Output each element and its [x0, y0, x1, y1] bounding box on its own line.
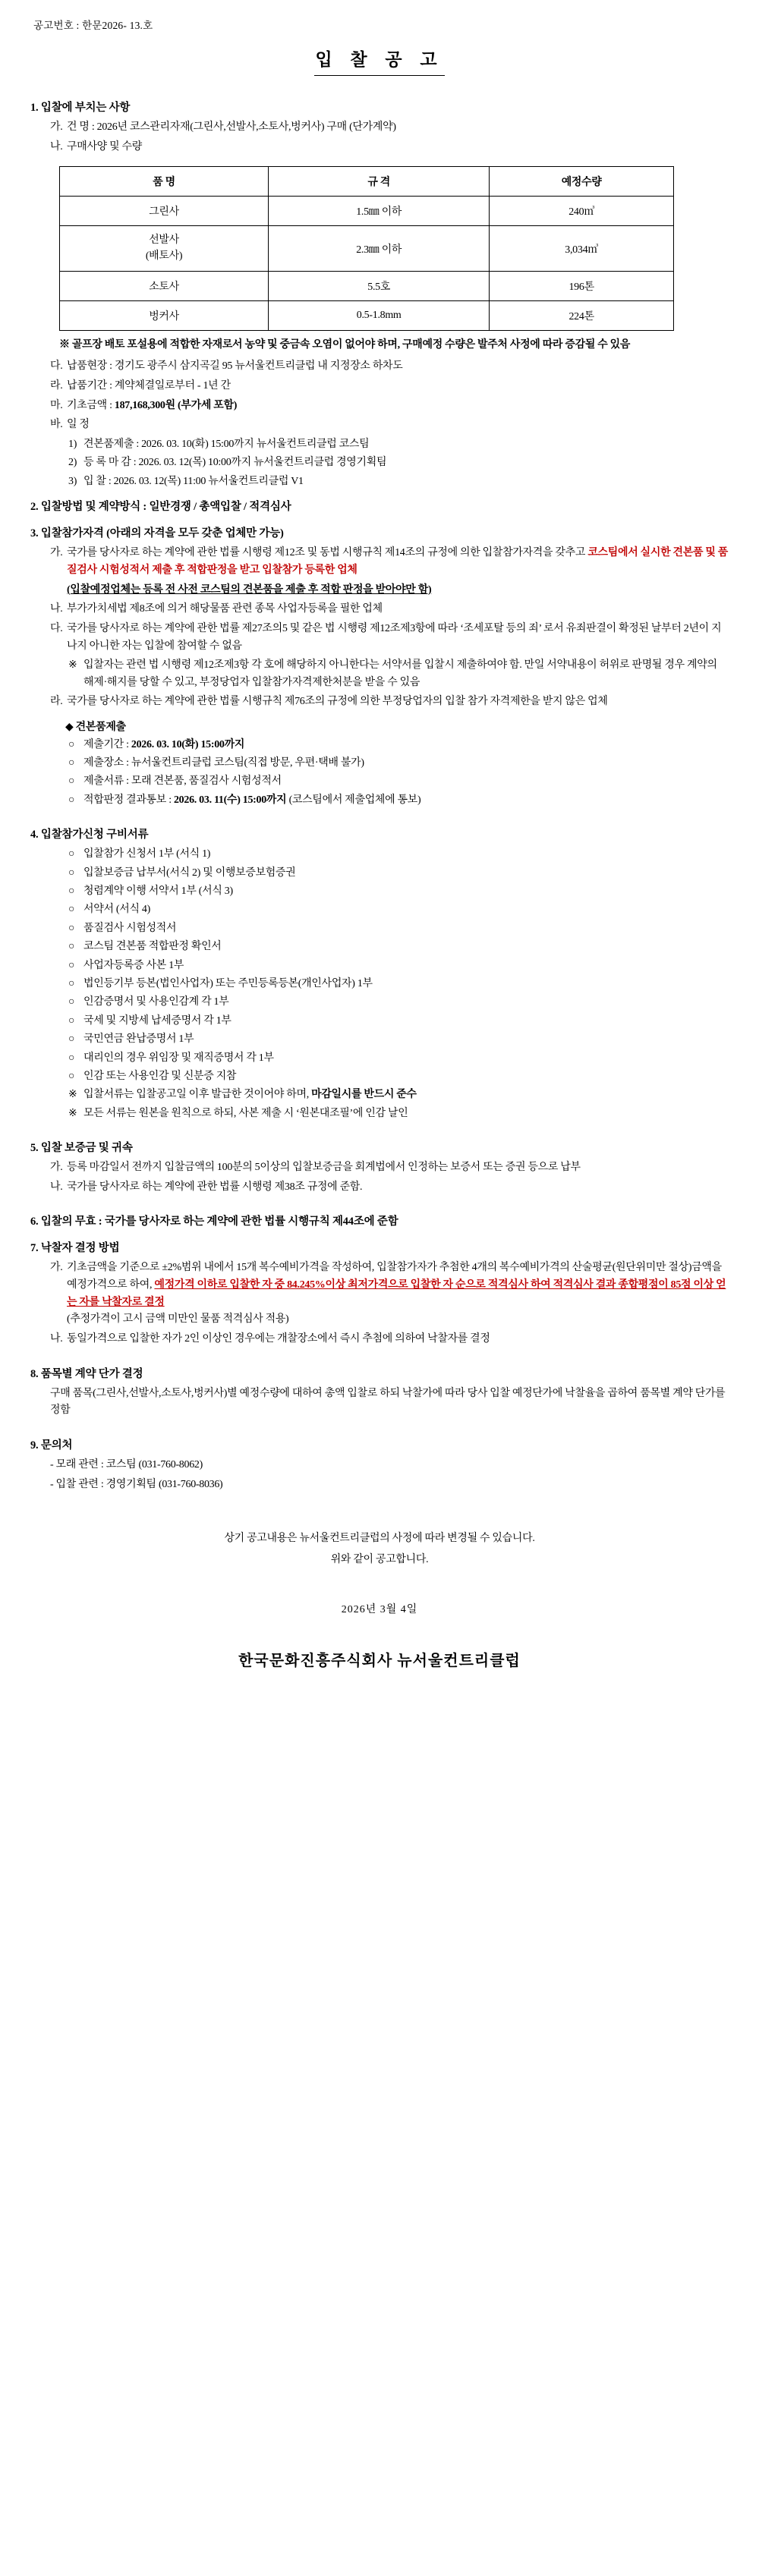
- required-doc-item: [68, 1068, 729, 1085]
- cell-name: 선발사 (배토사): [60, 226, 269, 272]
- marker: 라.: [50, 380, 63, 392]
- section-1-heading: 1. 입찰에 부치는 사항: [30, 102, 131, 114]
- section-4: [30, 826, 729, 1122]
- closing-block: [30, 1528, 729, 1571]
- text: 모든 서류는 원본을 원칙으로 하되, 사본 제출 시 ‘원본대조필’에 인감 날인: [83, 1107, 408, 1119]
- closing-line-1: 상기 공고내용은 뉴서울컨트리클럽의 사정에 따라 변경될 수 있습니다.: [224, 1533, 535, 1545]
- sample-documents: [68, 773, 729, 790]
- bullet-icon: ○: [68, 977, 75, 989]
- text: 국가를 당사자로 하는 계약에 관한 법률 제27조의5 및 같은 법 시행령 제12조제3항에 따라 ‘조세포탈 등의 죄’ 로서 유죄판결이 확정된 날부터 2년이 지나지 아니한 자는 입찰에 참여할 수 없음: [67, 622, 722, 652]
- s7-item-a: [50, 1260, 729, 1329]
- text: (입찰예정업체는 등록 전 사전 코스팀의 견본품을 제출 후 적합 판정을 받아야만 함): [67, 583, 432, 596]
- text: 인감 또는 사용인감 및 신분증 지참: [83, 1070, 237, 1082]
- bullet-icon: ○: [68, 922, 75, 934]
- required-doc-item: [68, 846, 729, 863]
- bullet-icon: ○: [68, 1070, 75, 1082]
- text: 기초금액 : 187,168,300원 (부가세 포함): [67, 399, 238, 411]
- marker: 2): [68, 457, 77, 469]
- table-row: [60, 197, 674, 226]
- section-2-heading: 2. 입찰방법 및 계약방식 : 일반경쟁 / 총액입찰 / 적격심사: [30, 501, 291, 514]
- marker: 나.: [50, 1333, 63, 1345]
- text: 국가를 당사자로 하는 계약에 관한 법률 시행령 제38조 규정에 준함.: [67, 1181, 363, 1193]
- section-3-heading: 3. 입찰참가자격 (아래의 자격을 모두 갖춘 업체만 가능): [30, 527, 284, 540]
- section-2: [30, 498, 729, 514]
- required-doc-item: [68, 1050, 729, 1067]
- text: 동일가격으로 입찰한 자가 2인 이상인 경우에는 개찰장소에서 즉시 추첨에 의하여 낙찰자를 결정: [67, 1333, 490, 1345]
- schedule-item-2: [68, 454, 729, 471]
- schedule-item-1: [68, 436, 729, 453]
- section-5: [30, 1139, 729, 1196]
- section-4-heading: 4. 입찰참가신청 구비서류: [30, 829, 149, 841]
- cell-qty: 196톤: [490, 271, 674, 300]
- cell-spec: 2.3㎜ 이하: [269, 226, 490, 272]
- bullet-icon: ○: [68, 757, 75, 769]
- s3-item-c-note: [68, 657, 729, 691]
- s3-item-c: [50, 621, 729, 655]
- text-plain: 국가를 당사자로 하는 계약에 관한 법률 시행령 제12조 및 동법 시행규칙 제14조의 규정에 의한 입찰참가자격을 갖추고: [67, 547, 588, 559]
- s7-item-b: [50, 1331, 729, 1348]
- text: ※ 골프장 배토 포설용에 적합한 자재로서 농약 및 중금속 오염이 없어야 하며, 구매예정 수량은 발주처 사정에 따라 증감될 수 있음: [59, 338, 631, 351]
- cell-name: 그린사: [60, 197, 269, 226]
- spec-table: [59, 166, 674, 331]
- required-doc-item: [68, 883, 729, 900]
- text: - 모래 관련 : 코스팀 (031-760-8062): [50, 1459, 203, 1471]
- cell-spec: 0.5-1.8mm: [269, 300, 490, 330]
- section-1: [30, 99, 729, 156]
- text: 제출기간 : 2026. 03. 10(화) 15:00까지: [83, 738, 245, 750]
- marker: 3): [68, 475, 77, 487]
- cell-qty: 224톤: [490, 300, 674, 330]
- item-d: [50, 378, 729, 395]
- text: 국민연금 완납증명서 1부: [83, 1033, 194, 1046]
- section-1-item-a: [50, 119, 729, 137]
- section-9-heading: 9. 문의처: [30, 1439, 73, 1452]
- section-1-item-b: [50, 139, 729, 156]
- text: 등 록 마 감 : 2026. 03. 12(목) 10:00까지 뉴서울컨트리클럽 경영기획팀: [83, 457, 387, 469]
- bullet-icon: ○: [68, 794, 75, 806]
- text: 입찰자는 관련 법 시행령 제12조제3항 각 호에 해당하지 아니한다는 서약서를 입찰시 제출하여야 함. 만일 서약내용이 허위로 판명될 경우 계약의 해제·해지를 당할 수 있고, 부정당업자 입찰참가자격제한처분을 받을 수 있음: [83, 659, 717, 688]
- text: 서약서 (서식 4): [83, 904, 150, 916]
- bullet-icon: ○: [68, 1052, 75, 1064]
- table-header-row: [60, 167, 674, 197]
- deadline-emphasis: 마감일시를 반드시 준수: [311, 1089, 417, 1101]
- text: 납품기간 : 계약체결일로부터 - 1년 간: [67, 380, 231, 392]
- text: [67, 545, 729, 579]
- award-criteria-highlight: 예정가격 이하로 입찰한 자 중 84.245%이상 최저가격으로 입찰한 자 순으로 적격심사 하여 적격심사 결과 종합평점이 85점 이상 얻는 자를 낙찰자로 결정: [67, 1279, 726, 1308]
- text: 일 정: [67, 419, 90, 431]
- document-title: 입 찰 공 고: [315, 50, 444, 69]
- required-doc-item: [68, 901, 729, 918]
- text: 입찰보증금 납부서(서식 2) 및 이행보증보험증권: [83, 867, 296, 879]
- bullet-icon: ○: [68, 941, 75, 953]
- required-doc-item: [68, 920, 729, 937]
- s3-item-a: [50, 545, 729, 579]
- table-row: [60, 226, 674, 272]
- text: 청렴계약 이행 서약서 1부 (서식 3): [83, 885, 233, 898]
- bullet-icon: ○: [68, 848, 75, 860]
- text: 제출서류 : 모래 견본품, 품질검사 시험성적서: [83, 775, 282, 788]
- s3-item-a-note: [50, 582, 729, 599]
- cell-spec: 1.5㎜ 이하: [269, 197, 490, 226]
- section-3: [30, 524, 729, 809]
- title-underline: [314, 75, 445, 76]
- section-8: [30, 1365, 729, 1420]
- section-9: [30, 1436, 729, 1493]
- s3-item-d: [50, 694, 729, 711]
- contact-planning-team: [50, 1477, 729, 1494]
- cell-qty: 240㎥: [490, 197, 674, 226]
- table-note: [59, 337, 729, 354]
- marker: 1): [68, 439, 77, 451]
- text: 사업자등록증 사본 1부: [83, 959, 184, 971]
- text: 품질검사 시험성적서: [83, 922, 177, 934]
- text: 납품현장 : 경기도 광주시 삼지곡길 95 뉴서울컨트리클럽 내 지정장소 하차도: [67, 360, 403, 373]
- closing-line-2: 위와 같이 공고합니다.: [330, 1554, 429, 1566]
- marker: 라.: [50, 696, 63, 707]
- text: - 입찰 관련 : 경영기획팀 (031-760-8036): [50, 1478, 223, 1490]
- section-8-heading: 8. 품목별 계약 단가 결정: [30, 1367, 143, 1380]
- bullet-icon: ○: [68, 775, 75, 788]
- sample-period: [68, 737, 729, 753]
- text: 법인등기부 등본(법인사업자) 또는 주민등록등본(개인사업자) 1부: [83, 977, 373, 989]
- cell-name: 소토사: [60, 271, 269, 300]
- marker: 마.: [50, 399, 63, 411]
- text-highlight: 코스팀에서 실시한 견본품 및 품질검사 시험성적서 제출 후 적합판정을 받고 입찰참가 등록한 업체: [67, 547, 729, 576]
- sample-result-notice: [68, 792, 729, 809]
- marker: ※: [68, 1089, 77, 1101]
- sample-place: [68, 755, 729, 772]
- bullet-icon: ○: [68, 996, 75, 1008]
- bullet-icon: ○: [68, 1033, 75, 1046]
- section-5-heading: 5. 입찰 보증금 및 귀속: [30, 1142, 133, 1155]
- marker: 나.: [50, 603, 63, 615]
- section-6: [30, 1213, 729, 1228]
- s3-item-b: [50, 601, 729, 618]
- bullet-icon: ○: [68, 738, 75, 750]
- bullet-icon: ○: [68, 904, 75, 916]
- table-row: [60, 300, 674, 330]
- text: 입찰참가 신청서 1부 (서식 1): [83, 848, 211, 860]
- required-doc-item: [68, 958, 729, 974]
- marker: 나.: [50, 1181, 63, 1193]
- s5-item-b: [50, 1179, 729, 1197]
- award-criteria-sub: (추정가격이 고시 금액 미만인 물품 적격심사 적용): [67, 1313, 289, 1326]
- bullet-icon: ○: [68, 885, 75, 898]
- text: 입 찰 : 2026. 03. 12(목) 11:00 뉴서울컨트리클럽 V1: [83, 475, 304, 487]
- marker: 가.: [50, 547, 63, 559]
- text: 등록 마감일서 전까지 입찰금액의 100분의 5이상의 입찰보증금을 회계법에서 인정하는 보증서 또는 증권 등으로 납부: [67, 1162, 581, 1174]
- bullet-icon: ○: [68, 959, 75, 971]
- contact-course-team: [50, 1457, 729, 1474]
- text: 코스팀 견본품 적합판정 확인서: [83, 941, 222, 953]
- marker: 나.: [50, 140, 63, 153]
- base-amount-value: 187,168,300원 (부가세 포함): [114, 399, 238, 411]
- header-qty: 예정수량: [490, 167, 674, 197]
- notice-date: 2026년 3월 4일: [341, 1604, 418, 1616]
- text: 부가가치세법 제8조에 의거 해당물품 관련 종목 사업자등록을 필한 업체: [67, 603, 383, 615]
- item-c: [50, 358, 729, 376]
- marker: 다.: [50, 622, 63, 634]
- section-7-heading: 7. 낙찰자 결정 방법: [30, 1242, 120, 1255]
- marker: 바.: [50, 419, 63, 431]
- text: 적합판정 결과통보 : 2026. 03. 11(수) 15:00까지 (코스팀에서 제출업체에 통보): [83, 794, 421, 806]
- marker: 가.: [50, 1162, 63, 1174]
- required-doc-item: [68, 1031, 729, 1048]
- header-spec: 규 격: [269, 167, 490, 197]
- required-doc-item: [68, 1013, 729, 1030]
- required-doc-item: [68, 976, 729, 992]
- cell-qty: 3,034㎥: [490, 226, 674, 272]
- section-7: [30, 1239, 729, 1348]
- bullet-icon: ○: [68, 867, 75, 879]
- text: 국가를 당사자로 하는 계약에 관한 법률 시행규칙 제76조의 규정에 의한 부정당업자의 입찰 참가 자격제한을 받지 않은 업체: [67, 696, 608, 707]
- issuing-organization: 한국문화진흥주식회사 뉴서울컨트리클럽: [238, 1653, 521, 1670]
- s5-item-a: [50, 1159, 729, 1177]
- text: 입찰서류는 입찰공고일 이후 발급한 것이어야 하며, 마감일시를 반드시 준수: [83, 1089, 417, 1101]
- s4-note-1: [68, 1087, 729, 1103]
- bullet-icon: ○: [68, 1014, 75, 1027]
- item-e-base-amount: [50, 398, 729, 415]
- sample-submission-title: ◆ 견본품제출: [65, 721, 126, 733]
- cell-name: 벙커사: [60, 300, 269, 330]
- marker: ※: [68, 1107, 77, 1119]
- marker: ※: [68, 659, 77, 672]
- text: 인감증명서 및 사용인감계 각 1부: [83, 996, 229, 1008]
- text: 구매사양 및 수량: [67, 140, 142, 153]
- text: 구매 품목(그린사,선발사,소토사,벙커사)별 예정수량에 대하여 총액 입찰로 하되 낙찰가에 따라 당사 입찰 예정단가에 낙찰율을 곱하여 품목별 계약 단가를 정함: [50, 1387, 726, 1417]
- text: 기초금액을 기준으로 ±2%범위 내에서 15개 복수예비가격을 작성하여, 입찰참가자가 추첨한 4개의 복수예비가격의 산술평균(원단위미만 절상)금액을 예정가격으로 하여, 예정가격 이하로 입찰한 자 중 84.245%이상 최저가격으로 입찰한 자 순으로 적격심사 하여 적격심사 결과 종합평점이 85점 이상 얻는 자를 낙찰자로 결정 (추정가격이 고시 금액 미만인 물품 적격심사 적용): [67, 1262, 726, 1326]
- text: 건 명 : 2026년 코스관리자재(그린사,선발사,소토사,벙커사) 구매 (단가계약): [67, 121, 396, 133]
- s8-body: [50, 1386, 729, 1420]
- text: 국세 및 지방세 납세증명서 각 1부: [83, 1014, 231, 1027]
- text: 대리인의 경우 위임장 및 재직증명서 각 1부: [83, 1052, 274, 1064]
- text: 견본품제출 : 2026. 03. 10(화) 15:00까지 뉴서울컨트리클럽 코스팀: [83, 439, 370, 451]
- item-f-schedule-label: [50, 417, 729, 434]
- required-doc-item: [68, 865, 729, 882]
- text: 제출장소 : 뉴서울컨트리클럽 코스팀(직접 방문, 우편·택배 불가): [83, 757, 364, 769]
- marker: 다.: [50, 360, 63, 373]
- header-name: 품 명: [60, 167, 269, 197]
- sample-period-value: 2026. 03. 10(화) 15:00까지: [131, 738, 245, 750]
- notice-number: 공고번호 : 한문2026- 13.호: [33, 20, 153, 31]
- required-doc-item: [68, 994, 729, 1011]
- s4-note-2: [68, 1106, 729, 1122]
- marker: 가.: [50, 121, 63, 133]
- cell-spec: 5.5호: [269, 271, 490, 300]
- required-doc-item: [68, 939, 729, 955]
- sample-result-value: 2026. 03. 11(수) 15:00까지: [173, 794, 287, 806]
- marker: [50, 582, 67, 599]
- table-row: [60, 271, 674, 300]
- marker: 가.: [50, 1262, 63, 1274]
- section-6-heading: 6. 입찰의 무효 : 국가를 당사자로 하는 계약에 관한 법률 시행규칙 제44조에 준함: [30, 1216, 398, 1228]
- schedule-item-3: [68, 473, 729, 490]
